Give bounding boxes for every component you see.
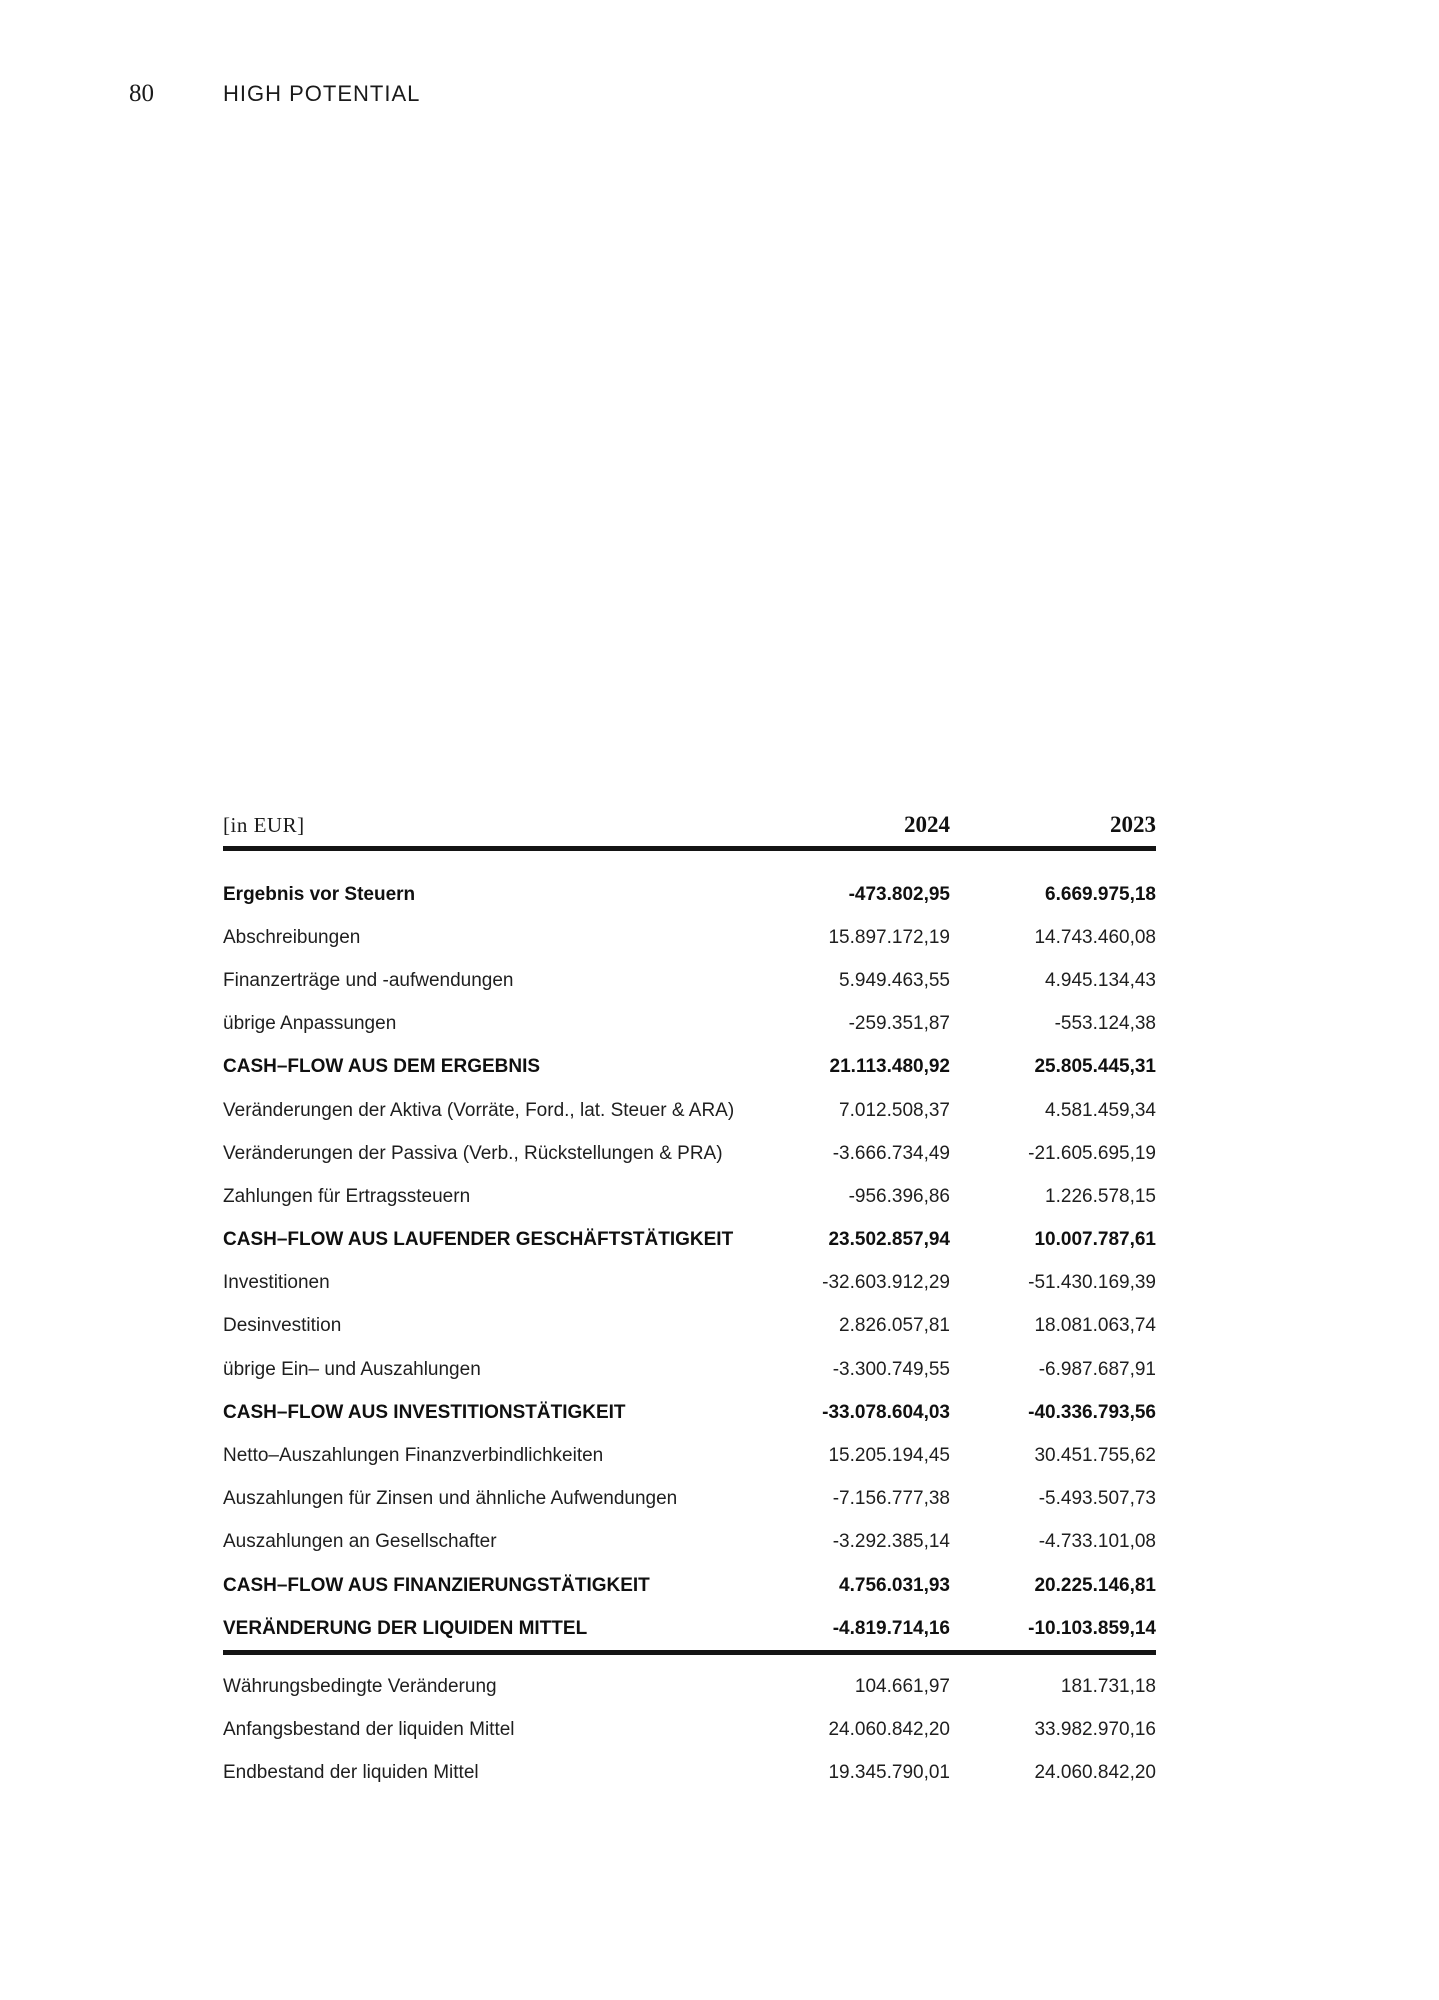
table-row bbox=[223, 873, 1156, 916]
row-label: Desinvestition bbox=[223, 1315, 342, 1337]
table-row bbox=[223, 1752, 1156, 1795]
table-row bbox=[223, 1348, 1156, 1391]
unit-label: [in EUR] bbox=[223, 813, 305, 837]
table-row bbox=[223, 1564, 1156, 1607]
value-2024: 15.205.194,45 bbox=[828, 1445, 950, 1467]
value-2024: 19.345.790,01 bbox=[828, 1762, 950, 1784]
value-2023: -6.987.687,91 bbox=[1038, 1358, 1156, 1380]
row-label: Investitionen bbox=[223, 1272, 330, 1294]
value-2023: -51.430.169,39 bbox=[1028, 1272, 1156, 1294]
table-row bbox=[223, 1709, 1156, 1752]
value-2024: 2.826.057,81 bbox=[839, 1315, 950, 1337]
row-label: übrige Anpassungen bbox=[223, 1013, 397, 1035]
table-row bbox=[223, 1219, 1156, 1262]
value-2024: 21.113.480,92 bbox=[829, 1056, 950, 1078]
row-label: Veränderungen der Passiva (Verb., Rückstellungen & PRA) bbox=[223, 1142, 723, 1164]
row-label: CASH–FLOW AUS INVESTITIONSTÄTIGKEIT bbox=[223, 1401, 626, 1423]
value-2024: -32.603.912,29 bbox=[822, 1272, 950, 1294]
row-label: Netto–Auszahlungen Finanzverbindlichkeiten bbox=[223, 1445, 604, 1467]
value-2024: -956.396,86 bbox=[848, 1185, 950, 1207]
table-row bbox=[223, 1391, 1156, 1434]
value-2023: -40.336.793,56 bbox=[1028, 1401, 1156, 1423]
row-label: CASH–FLOW AUS DEM ERGEBNIS bbox=[223, 1056, 541, 1078]
value-2024: -3.300.749,55 bbox=[832, 1358, 950, 1380]
value-2023: 18.081.063,74 bbox=[1034, 1315, 1156, 1337]
table-row bbox=[223, 1305, 1156, 1348]
row-label: Währungsbedingte Veränderung bbox=[223, 1675, 497, 1697]
total-rule bbox=[223, 1650, 1156, 1655]
row-label: VERÄNDERUNG DER LIQUIDEN MITTEL bbox=[223, 1617, 588, 1639]
value-2023: 14.743.460,08 bbox=[1034, 926, 1156, 948]
value-2024: -7.156.777,38 bbox=[832, 1488, 950, 1510]
value-2024: -3.666.734,49 bbox=[832, 1142, 950, 1164]
value-2024: -33.078.604,03 bbox=[822, 1401, 950, 1423]
value-2024: -473.802,95 bbox=[848, 883, 950, 905]
table-row bbox=[223, 1262, 1156, 1305]
header-rule bbox=[223, 846, 1156, 851]
value-2023: -553.124,38 bbox=[1054, 1013, 1156, 1035]
page-number: 80 bbox=[129, 80, 154, 107]
table-row bbox=[223, 1046, 1156, 1089]
row-label: Auszahlungen an Gesellschafter bbox=[223, 1531, 497, 1553]
table-body bbox=[223, 873, 1156, 1650]
row-label: Anfangsbestand der liquiden Mittel bbox=[223, 1719, 515, 1741]
row-label: Ergebnis vor Steuern bbox=[223, 883, 416, 905]
value-2024: 4.756.031,93 bbox=[839, 1574, 950, 1596]
table-row bbox=[223, 1132, 1156, 1175]
value-2024: -3.292.385,14 bbox=[832, 1531, 950, 1553]
value-2023: -5.493.507,73 bbox=[1038, 1488, 1156, 1510]
value-2024: 15.897.172,19 bbox=[828, 926, 950, 948]
page-header bbox=[129, 80, 420, 108]
value-2023: 6.669.975,18 bbox=[1045, 883, 1156, 905]
value-2023: 25.805.445,31 bbox=[1034, 1056, 1156, 1078]
table-row bbox=[223, 916, 1156, 959]
table-row bbox=[223, 1434, 1156, 1477]
value-2023: 10.007.787,61 bbox=[1034, 1229, 1156, 1251]
row-label: Zahlungen für Ertragssteuern bbox=[223, 1185, 471, 1207]
value-2024: 104.661,97 bbox=[854, 1675, 950, 1697]
row-label: CASH–FLOW AUS FINANZIERUNGSTÄTIGKEIT bbox=[223, 1574, 650, 1596]
value-2023: 1.226.578,15 bbox=[1045, 1185, 1156, 1207]
table-header-row bbox=[223, 812, 1156, 846]
table-row bbox=[223, 1003, 1156, 1046]
value-2024: 23.502.857,94 bbox=[828, 1229, 950, 1251]
page-title: HIGH POTENTIAL bbox=[223, 81, 421, 106]
row-label: Veränderungen der Aktiva (Vorräte, Ford., lat. Steuer & ARA) bbox=[223, 1099, 735, 1121]
table-row bbox=[223, 959, 1156, 1002]
value-2024: 24.060.842,20 bbox=[828, 1719, 950, 1741]
column-header-2023: 2023 bbox=[1110, 812, 1156, 837]
value-2024: 5.949.463,55 bbox=[839, 969, 950, 991]
row-label: CASH–FLOW AUS LAUFENDER GESCHÄFTSTÄTIGKEIT bbox=[223, 1229, 734, 1251]
row-label: Auszahlungen für Zinsen und ähnliche Aufwendungen bbox=[223, 1488, 678, 1510]
value-2024: 7.012.508,37 bbox=[839, 1099, 950, 1121]
column-header-2024: 2024 bbox=[904, 812, 950, 837]
table-row bbox=[223, 1175, 1156, 1218]
value-2023: 4.945.134,43 bbox=[1045, 969, 1156, 991]
table-row bbox=[223, 1665, 1156, 1708]
value-2023: 4.581.459,34 bbox=[1045, 1099, 1156, 1121]
value-2023: 24.060.842,20 bbox=[1034, 1762, 1156, 1784]
value-2023: 20.225.146,81 bbox=[1034, 1574, 1156, 1596]
value-2024: -4.819.714,16 bbox=[832, 1617, 950, 1639]
value-2023: 30.451.755,62 bbox=[1034, 1445, 1156, 1467]
table-row bbox=[223, 1521, 1156, 1564]
value-2023: 181.731,18 bbox=[1060, 1675, 1156, 1697]
value-2023: -21.605.695,19 bbox=[1028, 1142, 1156, 1164]
row-label: Endbestand der liquiden Mittel bbox=[223, 1762, 479, 1784]
cashflow-statement-table bbox=[223, 812, 1156, 1795]
value-2023: 33.982.970,16 bbox=[1034, 1719, 1156, 1741]
table-footer bbox=[223, 1665, 1156, 1795]
table-row bbox=[223, 1607, 1156, 1650]
row-label: Finanzerträge und -aufwendungen bbox=[223, 969, 514, 991]
table-row bbox=[223, 1089, 1156, 1132]
row-label: Abschreibungen bbox=[223, 926, 361, 948]
value-2024: -259.351,87 bbox=[848, 1013, 950, 1035]
row-label: übrige Ein– und Auszahlungen bbox=[223, 1358, 481, 1380]
value-2023: -10.103.859,14 bbox=[1028, 1617, 1156, 1639]
value-2023: -4.733.101,08 bbox=[1038, 1531, 1156, 1553]
table-row bbox=[223, 1478, 1156, 1521]
